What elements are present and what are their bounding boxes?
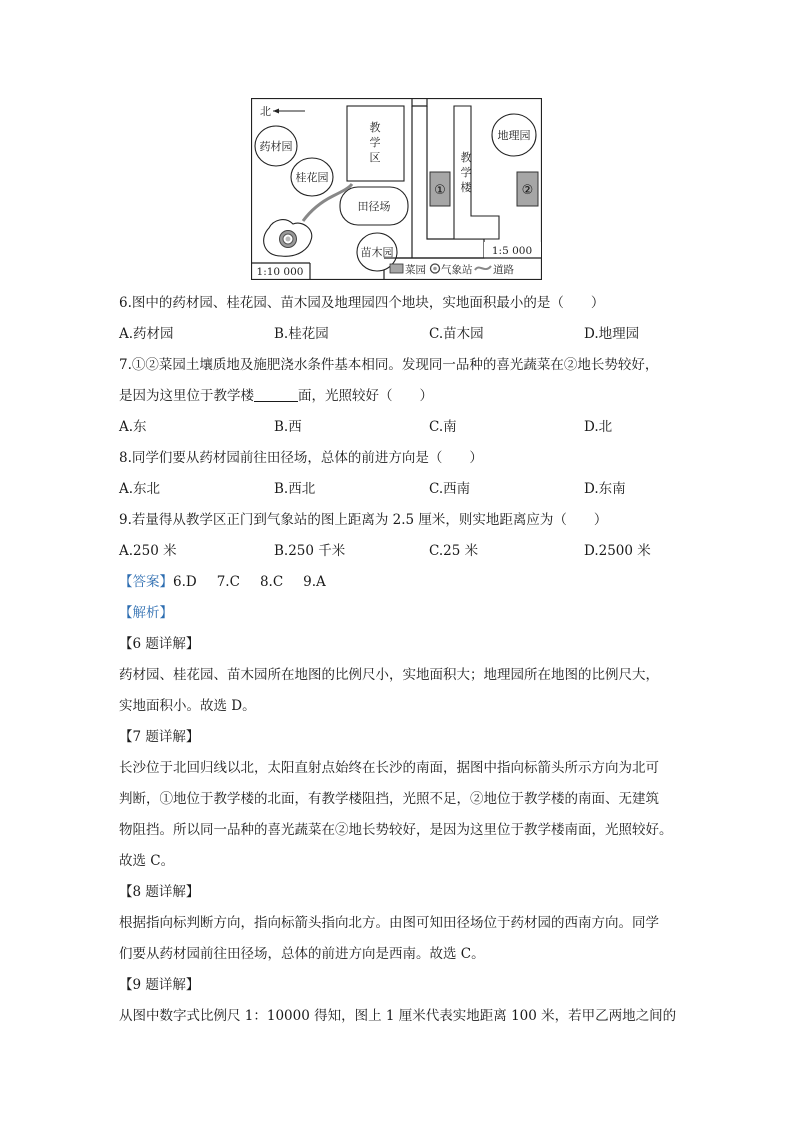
answer-item-7: 7.C xyxy=(216,574,240,590)
q7-stem-line2-a: 是因为这里位于教学楼 xyxy=(119,388,254,404)
q8-option-a: A.东北 xyxy=(119,481,161,497)
legend-vegetable-label: 菜园 xyxy=(405,264,426,276)
legend-road-label: 道路 xyxy=(493,264,514,276)
legend-vegetable-icon xyxy=(390,264,403,273)
q6-option-b: B.桂花园 xyxy=(274,326,329,342)
answer-item-9: 9.A xyxy=(303,574,326,590)
q6-stem: 6.图中的药材园、桂花园、苗木园及地理园四个地块，实地面积最小的是（ ） xyxy=(119,295,605,311)
q7-options xyxy=(119,412,679,443)
plot-2-label: ② xyxy=(521,183,534,198)
q8-options xyxy=(119,474,679,505)
q7-analysis-line-2: 判断，①地位于教学楼的北面，有教学楼阻挡，光照不足，②地位于教学楼的南面、无建筑 xyxy=(119,791,659,807)
q7-blank xyxy=(254,387,298,402)
q7-option-d: D.北 xyxy=(584,419,613,435)
left-scale-label: 1:10 000 xyxy=(256,266,304,278)
q9-option-c: C.25 米 xyxy=(429,543,479,559)
q6-analysis-line-2: 实地面积小。故选 D。 xyxy=(119,698,256,714)
q8-option-b: B.西北 xyxy=(274,481,316,497)
q7-analysis-line-4: 故选 C。 xyxy=(119,853,175,869)
q8-option-c: C.西南 xyxy=(429,481,471,497)
answer-item-8: 8.C xyxy=(259,574,284,590)
teaching-zone-label-3: 区 xyxy=(369,151,381,164)
teaching-zone-label-2: 学 xyxy=(369,136,381,149)
geography-garden-label: 地理园 xyxy=(497,129,531,142)
answer-item-6: 6.D xyxy=(173,574,197,590)
legend-weather-station-label: 气象站 xyxy=(441,264,473,276)
q7-analysis-line-1: 长沙位于北回归线以北，太阳直射点始终在长沙的南面，据图中指向标箭头所示方向为北可 xyxy=(119,760,659,776)
q6-analysis-title: 【6 题详解】 xyxy=(119,636,200,652)
q8-analysis-line-2: 们要从药材园前往田径场，总体的前进方向是西南。故选 C。 xyxy=(119,946,485,962)
q8-analysis-line-1: 根据指向标判断方向，指向标箭头指向北方。由图可知田径场位于药材园的西南方向。同学 xyxy=(119,915,659,931)
teaching-building-label-1: 教 xyxy=(460,151,472,164)
q6-option-d: D.地理园 xyxy=(584,326,640,342)
q8-stem: 8.同学们要从药材园前往田径场，总体的前进方向是（ ） xyxy=(119,450,483,466)
q7-option-c: C.南 xyxy=(429,419,457,435)
q9-stem: 9.若量得从教学区正门到气象站的图上距离为 2.5 厘米，则实地距离应为（ ） xyxy=(119,512,608,528)
right-scale-label: 1:5 000 xyxy=(491,245,533,257)
q9-options xyxy=(119,536,679,567)
q7-stem-line1: 7.①②菜园土壤质地及施肥浇水条件基本相同。发现同一品种的喜光蔬菜在②地长势较好， xyxy=(119,357,659,373)
teaching-zone-label-1: 教 xyxy=(369,121,381,134)
q9-analysis-title: 【9 题详解】 xyxy=(119,977,200,993)
q9-analysis-line-1: 从图中数字式比例尺 1：10000 得知，图上 1 厘米代表实地距离 100 米，若甲乙两地之间的 xyxy=(119,1008,677,1024)
medicine-garden-label: 药材园 xyxy=(259,140,293,153)
q7-stem-line2-b: 面，光照较好（ ） xyxy=(298,388,433,404)
question-content xyxy=(119,288,679,1032)
plot-1-label: ① xyxy=(434,183,446,198)
q7-option-b: B.西 xyxy=(274,419,302,435)
q6-options xyxy=(119,319,679,350)
q8-option-d: D.东南 xyxy=(584,481,626,497)
analysis-label: 【解析】 xyxy=(119,605,173,621)
osmanthus-garden-label: 桂花园 xyxy=(295,171,329,184)
teaching-building-label-3: 楼 xyxy=(460,181,472,194)
nursery-label: 苗木园 xyxy=(360,246,394,259)
q9-option-b: B.250 千米 xyxy=(274,543,346,559)
north-label: 北 xyxy=(260,105,271,118)
q9-option-a: A.250 米 xyxy=(119,543,177,559)
answer-label: 【答案】 xyxy=(119,574,173,590)
track-field-label: 田径场 xyxy=(357,200,391,213)
q9-option-d: D.2500 米 xyxy=(584,543,651,559)
q7-analysis-line-3: 物阻挡。所以同一品种的喜光蔬菜在②地长势较好，是因为这里位于教学楼南面，光照较好。 xyxy=(119,822,673,838)
campus-map xyxy=(251,98,542,280)
q6-option-c: C.苗木园 xyxy=(429,326,484,342)
q7-stem-line2 xyxy=(119,381,679,412)
q6-analysis-line-1: 药材园、桂花园、苗木园所在地图的比例尺小，实地面积大；地理园所在地图的比例尺大， xyxy=(119,667,659,683)
q8-analysis-title: 【8 题详解】 xyxy=(119,884,200,900)
q7-option-a: A.东 xyxy=(119,419,147,435)
answer-line xyxy=(119,567,679,598)
q7-analysis-title: 【7 题详解】 xyxy=(119,729,200,745)
q6-option-a: A.药材园 xyxy=(119,326,174,342)
teaching-building-label-2: 学 xyxy=(460,166,472,179)
campus-map-svg xyxy=(251,98,542,280)
